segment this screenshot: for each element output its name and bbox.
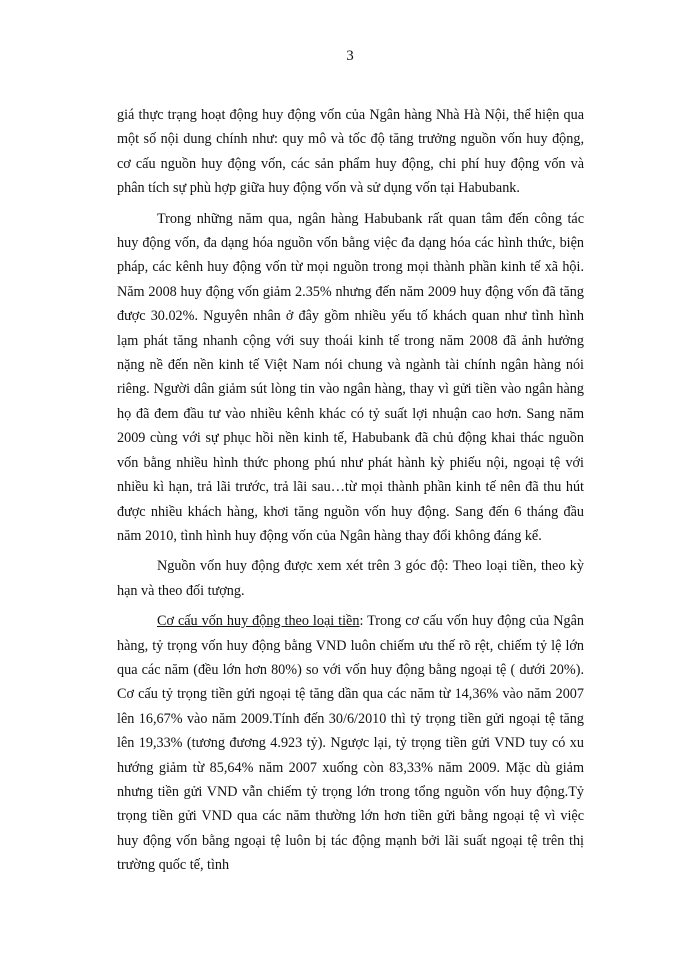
page-number: 3 — [346, 48, 354, 64]
section-heading-currency: Cơ cấu vốn huy động theo loại tiền — [157, 613, 360, 630]
paragraph-1: giá thực trạng hoạt động huy động vốn của Ngân hàng Nhà Hà Nội, thể hiện qua một số nội dung chính như: quy mô và tốc độ tăng trưởng nguồn vốn huy động, cơ cấu nguồn huy động vốn, các sản phẩm huy động, chi phí huy động vốn và phân tích sự phù hợp giữa huy động vốn và sử dụng vốn tại Habubank. — [117, 107, 584, 197]
paragraph-4-body: : Trong cơ cấu vốn huy động của Ngân hàng, tỷ trọng vốn huy động bằng VND luôn chiếm ưu thế rõ rệt, chiếm tỷ lệ lớn qua các năm (đều lớn hơn 80%) so với vốn huy động bằng ngoại tệ ( dưới 20%). Cơ cấu tỷ trọng tiền gửi ngoại tệ tăng dần qua các năm từ 14,36% vào năm 2007 lên 16,67% vào năm 2009.Tính đến 30/6/2010 thì tỷ trọng tiền gửi ngoại tệ tăng lên 19,33% (tương đương 4.923 tỷ). Ngược lại, tỷ trọng tiền gửi VND tuy có xu hướng giảm từ 85,64% năm 2007 xuống còn 83,33% năm 2009. Mặc dù giảm nhưng tiền gửi VND vẫn chiếm tỷ trọng lớn trong tổng nguồn vốn huy động.Tỷ trọng tiền gửi VND qua các năm thường lớn hơn tiền gửi bằng ngoại tệ vì việc huy động vốn bằng ngoại tệ luôn bị tác động mạnh bởi lãi suất ngoại tệ trên thị trường quốc tế, tình — [117, 613, 584, 874]
paragraph-2: Trong những năm qua, ngân hàng Habubank rất quan tâm đến công tác huy động vốn, đa dạng hóa nguồn vốn bằng việc đa dạng hóa các hình thức, biện pháp, các kênh huy động vốn từ mọi nguồn trong mọi thành phần kinh tế xã hội. Năm 2008 huy động vốn giảm 2.35% nhưng đến năm 2009 huy động vốn đã tăng được 30.02%. Nguyên nhân ở đây gồm nhiều yếu tố khách quan như tình hình lạm phát tăng nhanh cộng với suy thoái kinh tế trong năm 2008 đã ảnh hưởng nặng nề đến nền kinh tế Việt Nam nói chung và ngành tài chính ngân hàng nói riêng. Người dân giảm sút lòng tin vào ngân hàng, thay vì gửi tiền vào ngân hàng họ đã đem đầu tư vào nhiều kênh khác có tỷ suất lợi nhuận cao hơn. Sang năm 2009 cùng với sự phục hồi nền kinh tế, Habubank đã chủ động khai thác nguồn vốn bằng nhiều hình thức phong phú như phát hành kỳ phiếu nội, ngoại tệ với nhiều kì hạn, trả lãi trước, trả lãi sau…từ mọi thành phần kinh tế nên đã thu hút được nhiều khách hàng, khơi tăng nguồn vốn huy động. Sang đến 6 tháng đầu năm 2010, tình hình huy động vốn của Ngân hàng thay đổi không đáng kể. — [117, 210, 584, 544]
paragraph-4 — [117, 609, 584, 877]
document-body — [117, 103, 584, 884]
paragraph-3: Nguồn vốn huy động được xem xét trên 3 góc độ: Theo loại tiền, theo kỳ hạn và theo đối tượng. — [117, 558, 584, 599]
